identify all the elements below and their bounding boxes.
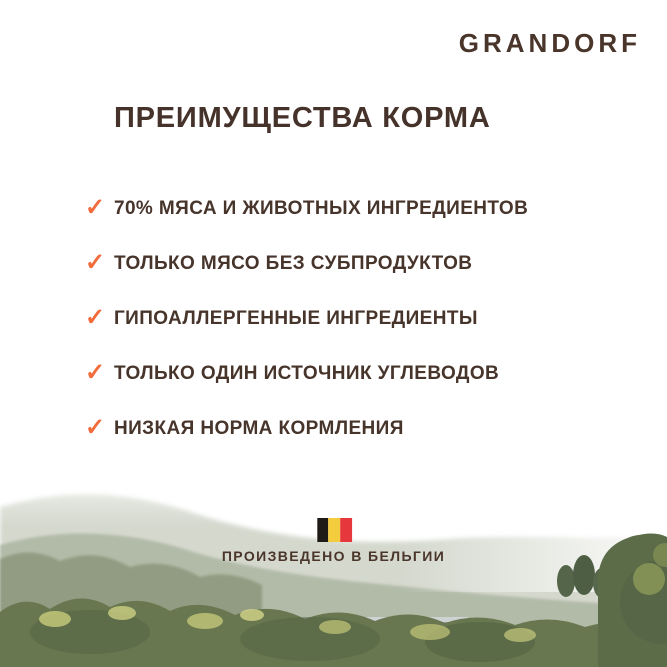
belgium-flag-icon — [317, 518, 352, 542]
brand-logo: GRANDORF — [458, 28, 641, 58]
check-icon: ✓ — [85, 248, 106, 276]
page-title: ПРЕИМУЩЕСТВА КОРМА — [114, 102, 491, 134]
benefit-item-hypoallergenic — [85, 291, 528, 346]
benefit-label: ГИПОАЛЛЕРГЕННЫЕ ИНГРЕДИЕНТЫ — [114, 307, 478, 329]
benefit-item-no-byproducts — [85, 236, 528, 291]
benefit-item-low-feeding-rate — [85, 401, 528, 456]
flag-stripe-black — [317, 518, 329, 542]
benefit-item-single-carb-source — [85, 346, 528, 401]
benefit-label: 70% МЯСА И ЖИВОТНЫХ ИНГРЕДИЕНТОВ — [114, 197, 529, 219]
check-icon: ✓ — [85, 358, 106, 386]
landscape-photo-background — [0, 427, 667, 667]
benefits-list — [85, 181, 529, 456]
check-icon: ✓ — [85, 303, 106, 331]
benefit-label: НИЗКАЯ НОРМА КОРМЛЕНИЯ — [114, 417, 404, 439]
flag-stripe-yellow — [328, 518, 340, 542]
benefit-label: ТОЛЬКО МЯСО БЕЗ СУБПРОДУКТОВ — [114, 252, 473, 274]
check-icon: ✓ — [85, 413, 106, 441]
check-icon: ✓ — [85, 193, 106, 221]
benefit-item-meat-content — [85, 181, 529, 236]
flag-stripe-red — [340, 518, 352, 542]
origin-label: ПРОИЗВЕДЕНО В БЕЛЬГИИ — [221, 548, 446, 564]
benefit-label: ТОЛЬКО ОДИН ИСТОЧНИК УГЛЕВОДОВ — [114, 362, 500, 384]
